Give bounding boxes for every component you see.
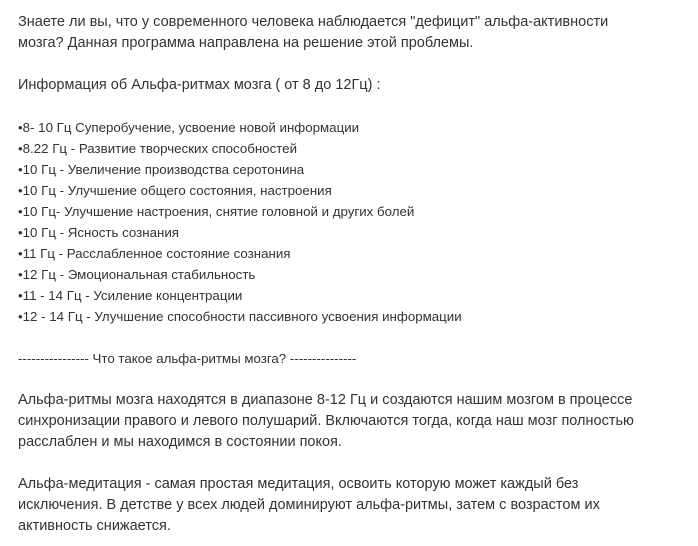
intro-line: Знаете ли вы, что у современного человека наблюдается "дефицит" альфа-активности xyxy=(18,14,609,30)
list-item: •8.22 Гц - Развитие творческих способностей xyxy=(18,141,297,156)
frequency-list xyxy=(18,117,694,327)
info-heading: Информация об Альфа-ритмах мозга ( от 8 до 12Гц) : xyxy=(18,77,381,93)
list-item: •11 - 14 Гц - Усиление концентрации xyxy=(18,288,243,303)
section-divider: ---------------- Что такое альфа-ритмы мозга? --------------- xyxy=(18,351,357,366)
paragraph-line: синхронизации правого и левого полушарий. Включаются тогда, когда наш мозг полностью xyxy=(18,413,634,429)
paragraph-line: расслаблен и мы находимся в состоянии покоя. xyxy=(18,434,342,450)
list-item: •10 Гц - Увеличение производства серотонина xyxy=(18,162,305,177)
list-item: •10 Гц- Улучшение настроения, снятие головной и других болей xyxy=(18,204,415,219)
list-item: •12 - 14 Гц - Улучшение способности пассивного усвоения информации xyxy=(18,309,462,324)
list-item: •10 Гц - Ясность сознания xyxy=(18,225,179,240)
list-item: •12 Гц - Эмоциональная стабильность xyxy=(18,267,256,282)
paragraph-line: исключения. В детстве у всех людей доминируют альфа-ритмы, затем с возрастом их xyxy=(18,497,600,513)
intro-line: мозга? Данная программа направлена на решение этой проблемы. xyxy=(18,35,474,51)
description-text xyxy=(18,12,694,537)
intro-paragraph xyxy=(18,12,694,54)
paragraph-line: активность снижается. xyxy=(18,518,171,534)
list-item: •11 Гц - Расслабленное состояние сознания xyxy=(18,246,291,261)
paragraph-line: Альфа-ритмы мозга находятся в диапазоне 8-12 Гц и создаются нашим мозгом в процессе xyxy=(18,392,633,408)
list-item: •8- 10 Гц Суперобучение, усвоение новой информации xyxy=(18,120,360,135)
alpha-description-paragraph xyxy=(18,390,694,453)
list-item: •10 Гц - Улучшение общего состояния, настроения xyxy=(18,183,332,198)
meditation-paragraph xyxy=(18,474,694,537)
paragraph-line: Альфа-медитация - самая простая медитация, освоить которую может каждый без xyxy=(18,476,579,492)
